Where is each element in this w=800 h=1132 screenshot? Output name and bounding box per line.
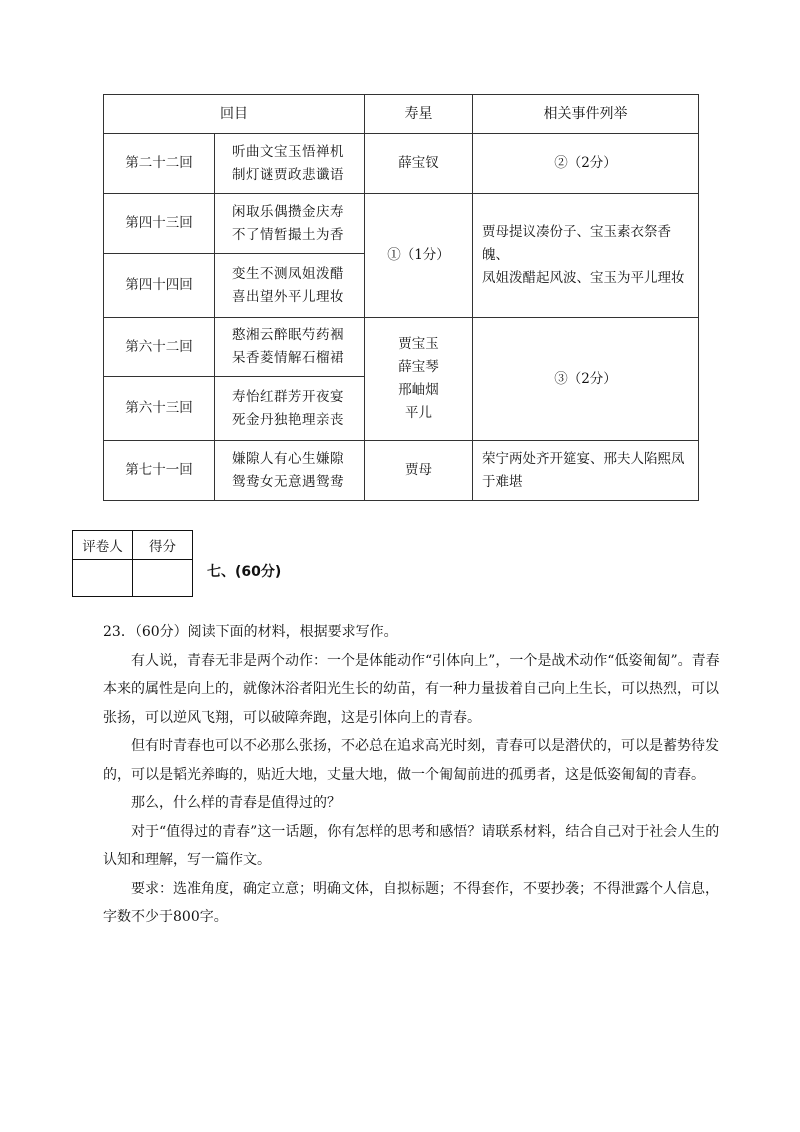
chapter-number: 第六十二回 — [104, 318, 215, 377]
material-paragraph: 那么，什么样的青春是值得过的？ — [131, 795, 341, 811]
birthday-persons — [365, 318, 473, 441]
header-birthday-person: 寿星 — [365, 95, 473, 134]
events-cell: 荣宁两处齐开筵宴、邢夫人陷熙凤于难堪 — [473, 441, 699, 501]
birthday-person: 薛宝钗 — [365, 134, 473, 194]
chapter-title-line: 制灯谜贾政悲谶语 — [232, 166, 344, 183]
chapter-title — [215, 441, 365, 501]
score-field[interactable] — [133, 560, 193, 597]
grader-score-box — [72, 530, 193, 597]
table-row — [104, 134, 699, 194]
grader-label: 评卷人 — [73, 531, 133, 560]
grader-field[interactable] — [73, 560, 133, 597]
chapter-number: 第四十四回 — [104, 254, 215, 318]
person-name: 薛宝琴 — [398, 359, 439, 375]
prompt-paragraph: 对于“值得过的青春”这一话题，你有怎样的思考和感悟？请联系材料，结合自己对于社会人生的认知和理解，写一篇作文。 — [103, 823, 720, 868]
chapter-title-line: 憨湘云醉眠芍药裀 — [232, 327, 344, 343]
table-row — [104, 194, 699, 254]
event-line: 贾母提议凑份子、宝玉素衣祭香魄、 — [482, 224, 671, 263]
chapter-title-line: 鸳鸯女无意遇鸳鸯 — [232, 473, 344, 490]
chapter-number: 第二十二回 — [104, 134, 215, 194]
header-events: 相关事件列举 — [473, 95, 699, 134]
chapter-title-line: 呆香菱情解石榴裙 — [232, 350, 344, 366]
birthday-person: 贾母 — [365, 441, 473, 501]
material-paragraph: 但有时青春也可以不必那么张扬，不必总在追求高光时刻，青春可以是潜伏的，可以是蓄势待发的，可以是韬光养晦的，贴近大地，丈量大地，做一个匍匐前进的孤勇者，这是低姿匍匐的青春。 — [103, 738, 719, 783]
material-paragraph: 有人说，青春无非是两个动作：一个是体能动作“引体向上”，一个是战术动作“低姿匍匐”。青春本来的属性是向上的，就像沐浴者阳光生长的幼苗，有一种力量拔着自己向上生长，可以热烈，可以张扬，可以逆风飞翔，可以破障奔跑，这是引体向上的青春。 — [103, 652, 720, 726]
question-stem: 23．（60分）阅读下面的材料，根据要求写作。 — [103, 624, 398, 640]
chapter-title-line: 不了情暂撮土为香 — [232, 226, 344, 243]
chapter-number: 第六十三回 — [104, 377, 215, 441]
chapter-title — [215, 318, 365, 377]
birthday-chapters-table — [103, 94, 699, 501]
chapter-title-line: 寿怡红群芳开夜宴 — [232, 388, 344, 405]
events-cell: ③（2分） — [473, 318, 699, 441]
chapter-title — [215, 194, 365, 254]
table-row — [104, 318, 699, 377]
person-name: 贾宝玉 — [398, 336, 439, 352]
chapter-number: 第四十三回 — [104, 194, 215, 254]
score-label: 得分 — [133, 531, 193, 560]
header-chapter: 回目 — [104, 95, 365, 134]
chapter-title — [215, 254, 365, 318]
chapter-title — [215, 377, 365, 441]
events-cell: ②（2分） — [473, 134, 699, 194]
person-name: 邢岫烟 — [398, 382, 439, 398]
events-cell — [473, 194, 699, 318]
table-header-row — [104, 95, 699, 134]
person-name: 平儿 — [405, 405, 432, 421]
chapter-title-line: 喜出望外平儿理妆 — [232, 288, 344, 305]
event-line: 凤姐泼醋起风波、宝玉为平儿理妆 — [482, 270, 685, 286]
chapter-title — [215, 134, 365, 194]
chapter-number: 第七十一回 — [104, 441, 215, 501]
table-row — [104, 441, 699, 501]
chapter-title-line: 听曲文宝玉悟禅机 — [232, 143, 344, 160]
chapter-title-line: 死金丹独艳理亲丧 — [232, 411, 344, 428]
requirements-paragraph: 要求：选准角度，确定立意；明确文体，自拟标题；不得套作，不要抄袭；不得泄露个人信息，字数不少于800字。 — [103, 880, 719, 925]
writing-question — [103, 618, 721, 932]
chapter-title-line: 嫌隙人有心生嫌隙 — [232, 450, 344, 467]
chapter-title-line: 闲取乐偶攒金庆寿 — [232, 203, 344, 220]
birthday-person: ①（1分） — [365, 194, 473, 318]
chapter-title-line: 变生不测凤姐泼醋 — [232, 265, 344, 282]
section-title: 七、(60分) — [207, 564, 282, 580]
